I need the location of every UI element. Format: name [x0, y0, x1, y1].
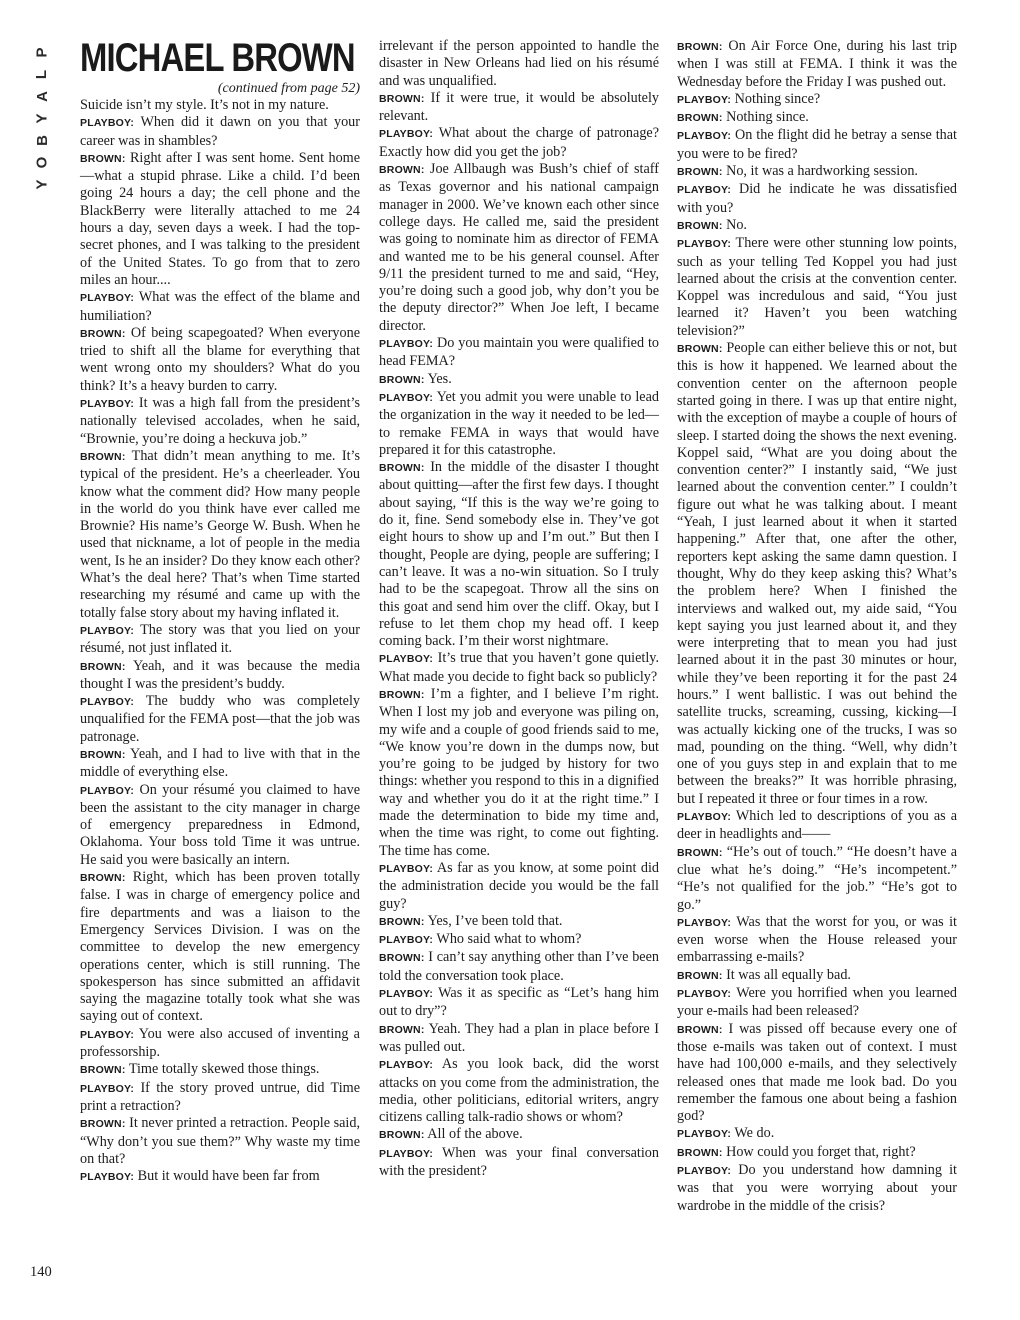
speaker-label: BROWN:: [677, 112, 723, 125]
interview-paragraph: [379, 949, 659, 985]
speaker-label: BROWN:: [80, 1118, 126, 1131]
interview-paragraph: [677, 985, 957, 1021]
speaker-label: PLAYBOY:: [677, 916, 732, 929]
interview-paragraph: [379, 686, 659, 860]
interview-paragraph: [80, 746, 360, 782]
paragraph-text: As far as you know, at some point did the administration decide you would be the fall guy?: [379, 859, 660, 912]
interview-paragraph: [677, 91, 957, 109]
headline: MICHAEL BROWN: [80, 36, 355, 80]
speaker-label: BROWN:: [379, 915, 425, 928]
paragraph-text: It never printed a retraction. People said, “Why don’t you sue them?” Why waste my time on that?: [80, 1115, 360, 1167]
speaker-label: BROWN:: [677, 1023, 723, 1036]
paragraph-text: Yeah, and it was because the media thought I was the president’s buddy.: [80, 657, 360, 692]
interview-paragraph: [677, 109, 957, 127]
speaker-label: BROWN:: [80, 872, 126, 885]
paragraph-text: Yet you admit you were unable to lead the organization in the way it needed to be led—to remake FEMA in ways that would have prepared it for this catastrophe.: [379, 388, 659, 458]
interview-paragraph: [677, 967, 957, 985]
paragraph-text: Yeah. They had a plan in place before I was pulled out.: [379, 1020, 659, 1055]
magazine-letter: O: [33, 156, 51, 169]
speaker-label: PLAYBOY:: [677, 811, 732, 824]
speaker-label: BROWN:: [677, 41, 723, 53]
interview-paragraph: [379, 335, 659, 371]
speaker-label: BROWN:: [80, 748, 126, 761]
interview-paragraph: [677, 181, 957, 217]
speaker-label: PLAYBOY:: [80, 117, 135, 130]
speaker-label: PLAYBOY:: [379, 338, 434, 351]
paragraph-text: It’s true that you haven’t gone quietly. What made you decide to fight back so publicly?: [379, 650, 659, 685]
interview-paragraph: [677, 808, 957, 844]
paragraph-text: On the flight did he betray a sense that you were to be fired?: [677, 127, 958, 162]
paragraph-text: How could you forget that, right?: [726, 1143, 916, 1160]
speaker-label: PLAYBOY:: [80, 398, 135, 411]
speaker-label: BROWN:: [379, 92, 425, 105]
speaker-label: PLAYBOY:: [80, 292, 135, 305]
speaker-label: PLAYBOY:: [677, 1128, 732, 1141]
interview-paragraph: [379, 931, 659, 949]
speaker-label: BROWN:: [379, 688, 425, 701]
interview-paragraph: [80, 1026, 360, 1062]
interview-paragraph: [677, 163, 957, 181]
paragraph-text: It was all equally bad.: [726, 966, 851, 983]
interview-paragraph: [677, 217, 957, 235]
paragraph-text: But it would have been far from: [137, 1168, 320, 1185]
column-1: [80, 38, 360, 1186]
interview-paragraph: [379, 459, 659, 650]
page-number: 140: [30, 1264, 52, 1280]
speaker-label: BROWN:: [379, 1129, 425, 1142]
paragraph-text: I was pissed off because every one of those e-mails was taken out of context. I must have had 100,000 e-mails, and they selectively released ones that made me look bad. Do you remember the famous one about being a fashion god?: [677, 1020, 958, 1125]
interview-paragraph: [379, 1021, 659, 1057]
paragraph-text: When was your final conversation with the president?: [379, 1144, 659, 1179]
paragraph-text: We do.: [734, 1125, 775, 1142]
paragraph-text: The buddy who was completely unqualified for the FEMA post—that the job was patronage.: [80, 693, 360, 745]
paragraph-text: People can either believe this or not, but this is how it happened. We learned about the convention center on the afternoon people started going in there. I was up that entire night, with the exception of maybe a couple of hours of sleep. I started doing the shows the next evening. Koppel said, “What are you doing about the convention center?” I instantly said, “We just learned about the convention center.” I couldn’t figure out what he was talking about. I meant “Yeah, I just learned about it when it started happening.” After that, one after the other, reporters kept asking the same damn question. I thought, Why do they keep asking this? What’s the problem here? When I finished the interviews and walked out, my aide said, “You kept saying you just learned about it, and they were interpreting that to mean you had just learned about it in the past 30 minutes or hour, while they’ve been reporting it for the past 24 hours.” I went ballistic. I was out behind the satellite trucks, screaming, cussing, kicking—I was actually kicking one of the trucks, I was so mad, pounding on the thing. “Well, why didn’t one of you guys step in and explain that to me between the breaks?” It was horrible phrasing, but I repeated it three or four times in a row.: [677, 340, 958, 807]
interview-paragraph: [80, 782, 360, 869]
interview-paragraph: [80, 395, 360, 448]
column-3: [677, 38, 957, 1215]
interview-paragraph: [379, 371, 659, 389]
paragraph-text: Time totally skewed those things.: [128, 1061, 320, 1078]
interview-paragraph: [80, 97, 360, 114]
paragraph-text: I can’t say anything other than I’ve been told the conversation took place.: [379, 949, 659, 984]
speaker-label: BROWN:: [379, 462, 425, 475]
interview-paragraph: [80, 1115, 360, 1168]
interview-paragraph: [379, 125, 659, 161]
speaker-label: BROWN:: [80, 660, 126, 673]
paragraph-text: Did he indicate he was dissatisfied with you?: [677, 181, 958, 216]
paragraph-text: In the middle of the disaster I thought about quitting—after the first few days. I thought about saying, “If this is the way we’re going to do it, fine. Send somebody else in. They’ve got eight hours to show up and I’m out.” But then I thought, People are dying, people are suffering; I can’t leave. It was a no-win situation. So I truly had to be the scapegoat. Throw all the sins on this goat and send him over the cliff. Okay, but I refuse to let them chop my head off. I keep coming back. I’m their worst nightmare.: [379, 459, 659, 650]
speaker-label: PLAYBOY:: [80, 784, 135, 797]
speaker-label: PLAYBOY:: [80, 1082, 135, 1095]
interview-paragraph: [379, 1126, 659, 1144]
magazine-letter: A: [33, 91, 51, 102]
interview-paragraph: [80, 1168, 360, 1186]
interview-paragraph: [379, 161, 659, 335]
paragraph-text: If it were true, it would be absolutely relevant.: [379, 89, 660, 125]
speaker-label: PLAYBOY:: [677, 130, 732, 143]
speaker-label: PLAYBOY:: [677, 238, 732, 251]
interview-paragraph: [80, 150, 360, 289]
interview-paragraph: [379, 913, 659, 931]
interview-paragraph: [379, 38, 659, 90]
magazine-letter: Y: [33, 113, 51, 124]
paragraph-text: As you look back, did the worst attacks on you come from the administration, the media, other politicians, editorial writers, angry citizens calling talk-radio shows or whom?: [379, 1056, 659, 1126]
speaker-label: PLAYBOY:: [379, 988, 434, 1001]
speaker-label: PLAYBOY:: [379, 128, 434, 141]
paragraph-text: What about the charge of patronage? Exactly how did you get the job?: [379, 125, 660, 160]
paragraph-text: I’m a fighter, and I believe I’m right. When I lost my job and everyone was piling on, my wife and a couple of good friends said to me, “We know you’re down in the dumps now, but you’re going to be judged by history for two things: whether you respond to this in a dignified way and whether you do it at the right time.” I made the determination to bide my time and, when the time was right, to come out fighting. The time has come.: [379, 685, 660, 859]
speaker-label: PLAYBOY:: [379, 1059, 434, 1072]
paragraph-text: Suicide isn’t my style. It’s not in my nature.: [80, 97, 329, 113]
speaker-label: BROWN:: [80, 1064, 126, 1077]
paragraph-text: If the story proved untrue, did Time print a retraction?: [80, 1079, 361, 1114]
paragraph-text: Joe Allbaugh was Bush’s chief of staff as Texas governor and his national campaign manager in 2000. We’ve known each other since college days. He called me, said the president was going to nominate him as director of FEMA and wanted me to be his general counsel. After 9/11 the president turned to me and said, “Hey, you’re doing such a good job, why don’t you be the deputy director?” When Joe left, I became director.: [379, 161, 659, 334]
speaker-label: BROWN:: [677, 846, 723, 859]
paragraph-text: That didn’t mean anything to me. It’s typical of the president. He’s a cheerleader. You know what the comment did? How many people in the world do you think have ever called me Brownie? His name’s George W. Bush. When he used that nickname, a lot of people in the media went, Is he an insider? Do they know each other? What’s the deal here? That’s when Time started researching my résumé and came up with the totally false story about my having inflated it.: [80, 447, 360, 621]
interview-paragraph: [677, 914, 957, 967]
magazine-letter: P: [33, 47, 51, 58]
paragraph-text: It was a high fall from the president’s nationally televised accolades, when he said, “Brownie, you’re doing a heckuva job.”: [80, 395, 360, 447]
speaker-label: BROWN:: [80, 450, 126, 463]
interview-paragraph: [379, 90, 659, 126]
interview-paragraph: [80, 114, 360, 150]
paragraph-text: Was it as specific as “Let’s hang him out to dry”?: [379, 985, 659, 1020]
speaker-label: BROWN:: [677, 1146, 723, 1159]
interview-paragraph: [379, 389, 659, 459]
paragraph-text: Yeah, and I had to live with that in the middle of everything else.: [80, 745, 360, 781]
interview-paragraph: [677, 38, 957, 91]
speaker-label: PLAYBOY:: [379, 862, 434, 875]
speaker-label: PLAYBOY:: [379, 934, 434, 947]
speaker-label: PLAYBOY:: [677, 1165, 732, 1177]
speaker-label: BROWN:: [80, 327, 126, 340]
interview-paragraph: [379, 985, 659, 1021]
paragraph-text: irrelevant if the person appointed to handle the disaster in New Orleans had lied on his résumé and was unqualified.: [379, 38, 659, 89]
paragraph-text: No.: [726, 216, 747, 233]
speaker-label: BROWN:: [677, 219, 723, 232]
paragraph-text: The story was that you lied on your résumé, not just inflated it.: [80, 621, 360, 657]
speaker-label: BROWN:: [80, 152, 126, 165]
interview-paragraph: [677, 127, 957, 163]
magazine-name-vertical: [28, 42, 56, 195]
interview-paragraph: [677, 844, 957, 914]
interview-paragraph: [80, 693, 360, 746]
paragraph-text: Nothing since?: [734, 90, 821, 107]
speaker-label: PLAYBOY:: [677, 93, 732, 106]
speaker-label: BROWN:: [677, 343, 723, 356]
paragraph-text: Yes, I’ve been told that.: [427, 912, 563, 929]
paragraph-text: When did it dawn on you that your career was in shambles?: [80, 114, 360, 149]
speaker-label: PLAYBOY:: [379, 391, 434, 404]
speaker-label: BROWN:: [677, 166, 723, 179]
paragraph-text: On your résumé you claimed to have been the assistant to the city manager in charge of emergency preparedness in Edmond, Oklahoma. Your boss told Time it was untrue. He said you were basically an intern.: [80, 781, 360, 868]
interview-paragraph: [80, 289, 360, 325]
paragraph-text: Yes.: [427, 370, 452, 387]
speaker-label: BROWN:: [379, 164, 425, 177]
speaker-label: PLAYBOY:: [677, 184, 732, 197]
speaker-label: PLAYBOY:: [677, 988, 732, 1001]
interview-paragraph: [677, 1125, 957, 1143]
paragraph-text: On Air Force One, during his last trip when I was still at FEMA. I think it was the Wednesday before the Friday I was pushed out.: [677, 38, 957, 90]
interview-paragraph: [80, 622, 360, 658]
paragraph-text: Who said what to whom?: [436, 931, 582, 948]
magazine-letter: Y: [33, 179, 51, 190]
paragraph-text: Nothing since.: [726, 109, 809, 126]
interview-paragraph: [677, 340, 957, 808]
interview-paragraph: [80, 658, 360, 694]
paragraph-text: What was the effect of the blame and humiliation?: [80, 289, 360, 324]
magazine-letter: B: [33, 135, 51, 146]
speaker-label: PLAYBOY:: [379, 653, 434, 666]
speaker-label: BROWN:: [379, 1023, 425, 1036]
paragraph-text: Do you maintain you were qualified to head FEMA?: [379, 335, 659, 370]
interview-paragraph: [80, 1080, 360, 1116]
interview-paragraph: [80, 325, 360, 395]
paragraph-text: Do you understand how damning it was that you were worrying about your wardrobe in the middle of the crisis?: [677, 1162, 957, 1214]
magazine-letter: L: [33, 69, 51, 80]
speaker-label: PLAYBOY:: [80, 696, 135, 709]
paragraph-text: All of the above.: [427, 1126, 523, 1143]
speaker-label: PLAYBOY:: [379, 1147, 434, 1160]
interview-paragraph: [677, 1144, 957, 1162]
paragraph-text: No, it was a hardworking session.: [726, 163, 918, 180]
paragraph-text: Right after I was sent home. Sent home—what a stupid phrase. Like a child. I’d been going 24 hours a day; the cell phone and the BlackBerry were literally attached to me 24 hours a day, seven days a week. I had the top-secret phones, and I was talking to the president of the United States. To go from that to zero miles an hour....: [80, 149, 360, 288]
speaker-label: BROWN:: [379, 373, 425, 386]
interview-paragraph: [379, 860, 659, 913]
interview-paragraph: [677, 1021, 957, 1126]
speaker-label: BROWN:: [677, 969, 723, 982]
speaker-label: PLAYBOY:: [80, 1028, 135, 1041]
interview-paragraph: [677, 235, 957, 340]
interview-paragraph: [80, 448, 360, 622]
continued-note: (continued from page 52): [217, 81, 360, 96]
interview-paragraph: [379, 650, 659, 686]
interview-paragraph: [379, 1056, 659, 1126]
interview-paragraph: [80, 869, 360, 1026]
speaker-label: PLAYBOY:: [80, 624, 135, 637]
interview-paragraph: [80, 1061, 360, 1079]
paragraph-text: “He’s out of touch.” “He doesn’t have a clue what he’s doing.” “He’s incompetent.” “He’s not qualified for the job.” “He’s got to go.”: [677, 843, 958, 913]
speaker-label: BROWN:: [379, 952, 425, 965]
paragraph-text: Were you horrified when you learned your e-mails had been released?: [677, 985, 957, 1020]
paragraph-text: Right, which has been proven totally false. I was in charge of emergency police and fire departments and was a liaison to the Emergency Services Division. I was on the committee to develop the new emergency operations center, which is still running. The spokesperson has since submitted an affidavit saying the magazine totally took what she was saying out of context.: [80, 869, 360, 1025]
paragraph-text: Of being scapegoated? When everyone tried to shift all the blame for everything that went wrong onto my shoulders? What do you think? It’s a heavy burden to carry.: [80, 324, 360, 394]
paragraph-text: You were also accused of inventing a professorship.: [80, 1025, 360, 1061]
paragraph-text: Which led to descriptions of you as a deer in headlights and——: [677, 808, 957, 843]
speaker-label: PLAYBOY:: [80, 1171, 135, 1184]
paragraph-text: Was that the worst for you, or was it even worse when the House released your embarrassing e-mails?: [677, 913, 958, 966]
interview-paragraph: [677, 1162, 957, 1215]
interview-paragraph: [379, 1145, 659, 1181]
column-2: [379, 38, 659, 1180]
paragraph-text: There were other stunning low points, such as your telling Ted Koppel you had just learned about the crisis at the convention center. Koppel was incredulous and said, “You just learned it? Haven’t you been watching television?”: [677, 235, 957, 339]
